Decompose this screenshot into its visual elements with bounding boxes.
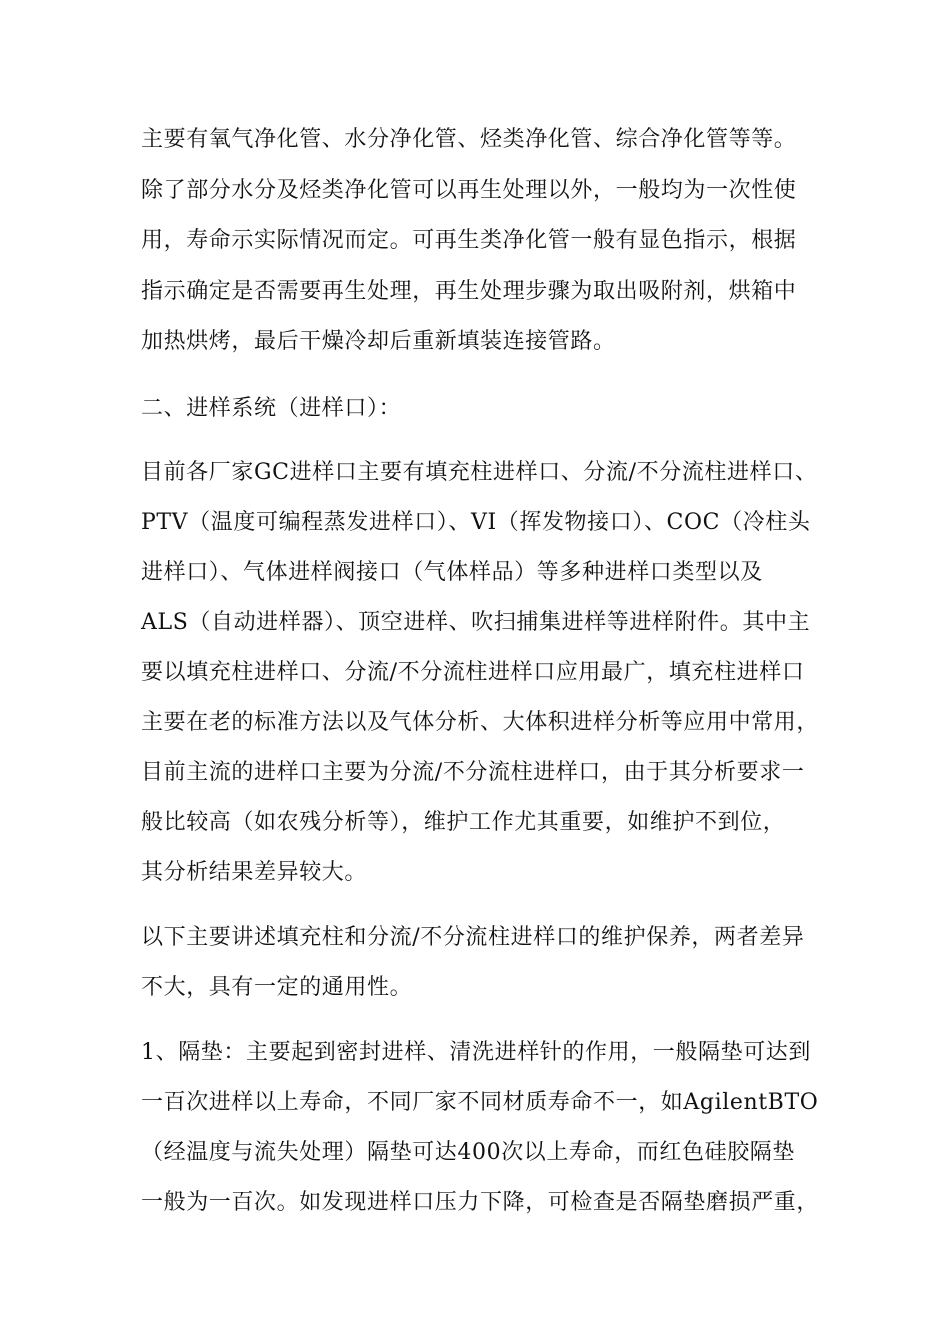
text-line: 主要有氧气净化管、水分净化管、烃类净化管、综合净化管等等。 (141, 127, 797, 152)
text-line: 以下主要讲述填充柱和分流/不分流柱进样口的维护保养，两者差异 (141, 925, 805, 950)
text-line: 目前各厂家GC进样口主要有填充柱进样口、分流/不分流柱进样口、 (141, 460, 818, 485)
text-line: 进样口）、气体进样阀接口（气体样品）等多种进样口类型以及 (141, 560, 763, 585)
text-line: PTV（温度可编程蒸发进样口）、VI（挥发物接口）、COC（冷柱头 (141, 510, 811, 535)
text-line: 其分析结果差异较大。 (141, 860, 368, 885)
text-line: 1、隔垫：主要起到密封进样、清洗进样针的作用，一般隔垫可达到 (141, 1040, 811, 1065)
text-line: 不大，具有一定的通用性。 (141, 975, 413, 1000)
text-line: 主要在老的标准方法以及气体分析、大体积进样分析等应用中常用， (141, 710, 820, 735)
text-line: 目前主流的进样口主要为分流/不分流柱进样口，由于其分析要求一 (141, 760, 805, 785)
text-line: 一般为一百次。如发现进样口压力下降，可检查是否隔垫磨损严重， (141, 1190, 820, 1215)
text-line: 加热烘烤，最后干燥冷却后重新填装连接管路。 (141, 329, 616, 354)
section-heading: 二、进样系统（进样口）： (141, 396, 402, 421)
text-line: 用，寿命示实际情况而定。可再生类净化管一般有显色指示，根据 (141, 228, 797, 253)
text-line: 一百次进样以上寿命，不同厂家不同材质寿命不一，如AgilentBTO (141, 1090, 819, 1115)
text-line: 般比较高（如农残分析等），维护工作尤其重要，如维护不到位， (141, 810, 786, 835)
text-line: （经温度与流失处理）隔垫可达400次以上寿命，而红色硅胶隔垫 (141, 1140, 795, 1165)
text-line: 除了部分水分及烃类净化管可以再生处理以外，一般均为一次性使 (141, 178, 797, 203)
text-line: 要以填充柱进样口、分流/不分流柱进样口应用最广，填充柱进样口 (141, 660, 805, 685)
text-line: 指示确定是否需要再生处理，再生处理步骤为取出吸附剂，烘箱中 (141, 279, 797, 304)
text-line: ALS（自动进样器）、顶空进样、吹扫捕集进样等进样附件。其中主 (141, 610, 811, 635)
